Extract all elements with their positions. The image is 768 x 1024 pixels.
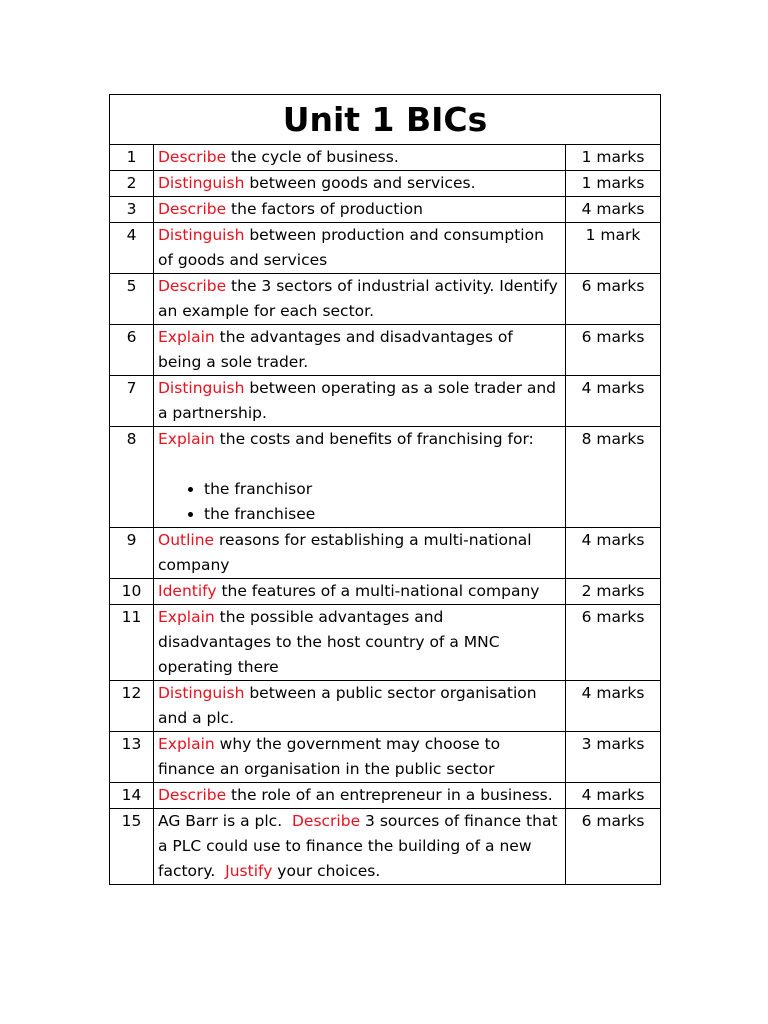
row-question <box>154 681 566 732</box>
row-question <box>154 325 566 376</box>
row-question <box>154 783 566 809</box>
row-number: 3 <box>110 197 154 223</box>
row-number: 12 <box>110 681 154 732</box>
command-word: Explain <box>158 735 215 753</box>
table-row <box>110 783 661 809</box>
question-text: 3 sources of finance that a PLC could use to finance the building of a new factory. <box>158 812 563 880</box>
bullet-list <box>158 477 561 527</box>
row-number: 5 <box>110 274 154 325</box>
question-text: the role of an entrepreneur in a business. <box>226 786 553 804</box>
row-question <box>154 223 566 274</box>
row-marks: 6 marks <box>566 325 661 376</box>
row-marks: 1 mark <box>566 223 661 274</box>
table-row <box>110 171 661 197</box>
row-marks: 1 marks <box>566 145 661 171</box>
row-number: 14 <box>110 783 154 809</box>
row-question <box>154 171 566 197</box>
command-word: Describe <box>158 200 227 218</box>
row-number: 6 <box>110 325 154 376</box>
row-marks: 4 marks <box>566 783 661 809</box>
table-row <box>110 145 661 171</box>
question-text: reasons for establishing a multi-national company <box>158 531 532 574</box>
question-text: the features of a multi-national company <box>216 582 540 600</box>
row-number: 4 <box>110 223 154 274</box>
command-word: Explain <box>158 608 215 626</box>
table-row <box>110 681 661 732</box>
question-text: the costs and benefits of franchising for: <box>214 430 534 448</box>
command-word-2: Justify <box>225 862 273 880</box>
table-row <box>110 223 661 274</box>
row-number: 2 <box>110 171 154 197</box>
table-row <box>110 732 661 783</box>
command-word: Explain <box>158 430 215 448</box>
row-marks: 8 marks <box>566 427 661 528</box>
table-row <box>110 376 661 427</box>
command-word: Distinguish <box>158 684 245 702</box>
row-number: 13 <box>110 732 154 783</box>
row-number: 1 <box>110 145 154 171</box>
question-text: between operating as a sole trader and a partnership. <box>158 379 557 422</box>
row-marks: 3 marks <box>566 732 661 783</box>
row-number: 11 <box>110 605 154 681</box>
question-text: why the government may choose to finance an organisation in the public sector <box>158 735 501 778</box>
table-row <box>110 809 661 885</box>
row-question <box>154 376 566 427</box>
command-word: Outline <box>158 531 215 549</box>
question-text: between a public sector organisation and a plc. <box>158 684 537 727</box>
row-number: 8 <box>110 427 154 528</box>
row-number: 9 <box>110 528 154 579</box>
question-text: the factors of production <box>226 200 423 218</box>
bics-document <box>109 94 660 885</box>
row-marks: 4 marks <box>566 681 661 732</box>
question-text: the advantages and disadvantages of being a sole trader. <box>158 328 513 371</box>
command-word: Describe <box>158 148 227 166</box>
row-marks: 4 marks <box>566 528 661 579</box>
row-question <box>154 605 566 681</box>
question-text: the 3 sectors of industrial activity. Identify an example for each sector. <box>158 277 558 320</box>
row-marks: 6 marks <box>566 274 661 325</box>
question-text-2: your choices. <box>272 862 381 880</box>
table-row <box>110 579 661 605</box>
row-question <box>154 427 566 528</box>
command-word: Distinguish <box>158 174 245 192</box>
table-row <box>110 427 661 528</box>
command-word: Explain <box>158 328 215 346</box>
row-marks: 4 marks <box>566 376 661 427</box>
bics-table <box>109 94 661 885</box>
table-row <box>110 274 661 325</box>
table-row <box>110 325 661 376</box>
table-row <box>110 528 661 579</box>
command-word: Distinguish <box>158 226 245 244</box>
table-row <box>110 197 661 223</box>
row-marks: 2 marks <box>566 579 661 605</box>
page-title: Unit 1 BICs <box>110 95 661 145</box>
row-marks: 6 marks <box>566 605 661 681</box>
question-preamble: AG Barr is a plc. <box>158 812 292 830</box>
question-text: between production and consumption of goods and services <box>158 226 544 269</box>
command-word: Describe <box>158 786 227 804</box>
row-question <box>154 809 566 885</box>
row-marks: 1 marks <box>566 171 661 197</box>
table-row <box>110 605 661 681</box>
row-question <box>154 579 566 605</box>
command-word: Distinguish <box>158 379 245 397</box>
row-question <box>154 274 566 325</box>
row-marks: 4 marks <box>566 197 661 223</box>
row-marks: 6 marks <box>566 809 661 885</box>
command-word: Identify <box>158 582 217 600</box>
question-text: the possible advantages and disadvantages to the host country of a MNC operating there <box>158 608 500 676</box>
row-question <box>154 145 566 171</box>
row-question <box>154 197 566 223</box>
question-text: the cycle of business. <box>226 148 399 166</box>
title-row <box>110 95 661 145</box>
row-question <box>154 732 566 783</box>
command-word: Describe <box>291 812 361 830</box>
list-item: • the franchisor <box>204 477 561 502</box>
row-question <box>154 528 566 579</box>
row-number: 15 <box>110 809 154 885</box>
list-item: • the franchisee <box>204 502 561 527</box>
row-number: 7 <box>110 376 154 427</box>
question-text: between goods and services. <box>244 174 476 192</box>
command-word: Describe <box>158 277 227 295</box>
row-number: 10 <box>110 579 154 605</box>
